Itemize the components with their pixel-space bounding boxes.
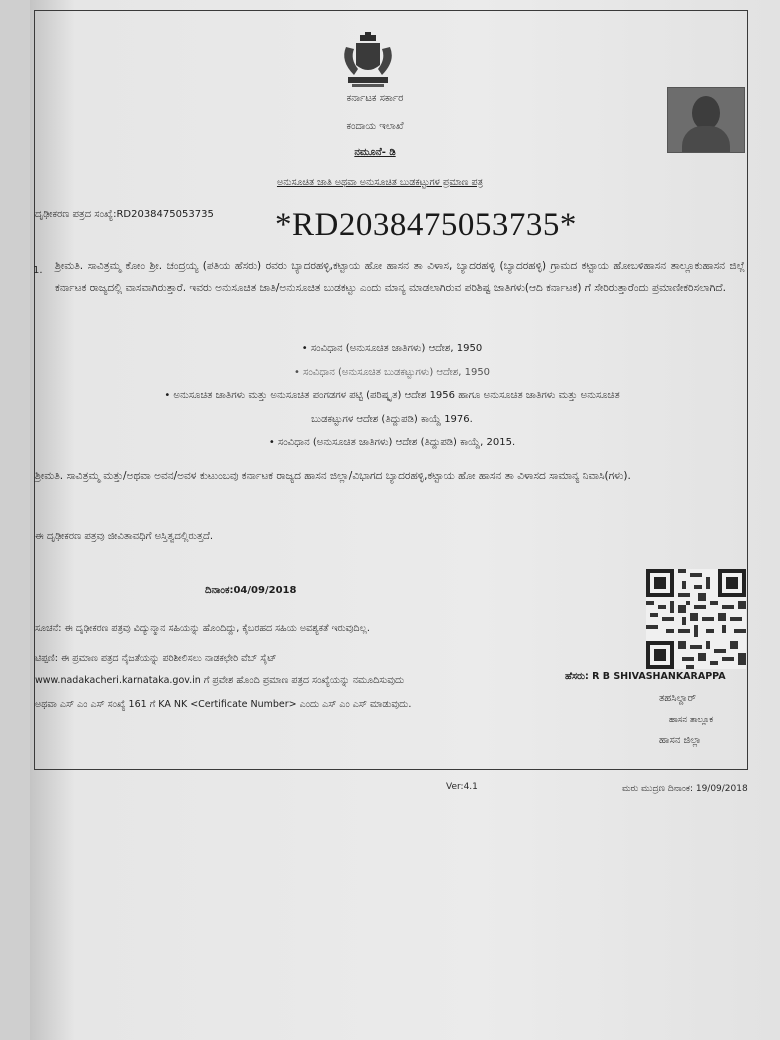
reprint-date: ಮರು ಮುದ್ರಣ ದಿನಾಂಕ: 19/09/2018 bbox=[622, 784, 748, 794]
applicant-photo bbox=[667, 87, 745, 153]
item-number: 1. bbox=[33, 265, 43, 276]
signatory-name: ಹೆಸರು: R B SHIVASHANKARAPPA bbox=[565, 671, 726, 682]
order-item: • ಸಂವಿಧಾನ (ಅನುಸೂಚಿತ ಜಾತಿಗಳು) ಆದೇಶ (ತಿದ್ದುಪಡಿ) ಕಾಯ್ದೆ, 2015. bbox=[268, 437, 516, 448]
verification-note-line2: www.nadakacheri.karnataka.gov.in ಗೆ ಪ್ರವೇಶ ಹೊಂದಿ ಪ್ರಮಾಣ ಪತ್ರದ ಸಂಖ್ಯೆಯನ್ನು ನಮೂದಿಸುವುದು bbox=[35, 675, 405, 686]
certificate-body: ಶ್ರೀಮತಿ. ಸಾವಿತ್ರಮ್ಮ ಕೋಂ ಶ್ರೀ. ಚಂದ್ರಯ್ಯ (ಪತಿಯ ಹೆಸರು) ರವರು ಬ್ಯಾದರಹಳ್ಳಿ,ಕಟ್ಟಾಯ ಹೋ ಹಾಸನ ತಾ ವಿಳಾಸ, ಬ್ಯಾದರಹಳ್ಳಿ (ಬ್ಯಾದರಹಳ್ಳಿ) ಗ್ರಾಮದ ಕಟ್ಟಾಯ ಹೋಬಳಿಹಾಸನ ತಾಲ್ಲೂಕುಹಾಸನ ಜಿಲ್ಲೆ ಕರ್ನಾಟಕ ರಾಜ್ಯದಲ್ಲಿ ವಾಸವಾಗಿರುತ್ತಾರೆ. ಇವರು ಅನುಸೂಚಿತ ಜಾತಿ/ಅನುಸೂಚಿತ ಬುಡಕಟ್ಟು ಎಂದು ಮಾನ್ಯ ಮಾಡಲಾಗಿರುವ ಪರಿಶಿಷ್ಟ ಜಾತಿಗಳು(ಆದಿ ಕರ್ನಾಟಕ) ಗೆ ಸೇರಿರುತ್ತಾರೆಂದು ಪ್ರಮಾಣೀಕರಿಸಲಾಗಿದೆ. bbox=[55, 260, 745, 294]
verification-note-line3: ಅಥವಾ ಎಸ್ ಎಂ ಎಸ್ ಸಂಖ್ಯೆ 161 ಗೆ KA NK <Certificate Number> ಎಂದು ಎಸ್ ಎಂ ಎಸ್ ಮಾಡುವುದು. bbox=[35, 699, 412, 710]
certificate-title: ಅನುಸೂಚಿತ ಜಾತಿ ಅಥವಾ ಅನುಸೂಚಿತ ಬುಡಕಟ್ಟುಗಳ ಪ್ರಮಾಣ ಪತ್ರ bbox=[276, 177, 484, 188]
validity-statement: ಈ ದೃಢೀಕರಣ ಪತ್ರವು ಜೀವಿತಾವಧಿಗೆ ಅಸ್ತಿತ್ವದಲ್ಲಿರುತ್ತದೆ. bbox=[35, 531, 214, 542]
government-title: ಕರ್ನಾಟಕ ಸರ್ಕಾರ bbox=[346, 93, 404, 104]
department-title: ಕಂದಾಯ ಇಲಾಖೆ bbox=[346, 121, 404, 132]
signatory-district: ಹಾಸನ ಜಿಲ್ಲಾ bbox=[659, 735, 702, 746]
signatory-taluk: ಹಾಸನ ತಾಲ್ಲೂಕ bbox=[669, 715, 714, 725]
order-item: • ಸಂವಿಧಾನ (ಅನುಸೂಚಿತ ಬುಡಕಟ್ಟುಗಳು) ಆದೇಶ, 1950 bbox=[293, 366, 491, 378]
verification-note-line1: ಟಿಪ್ಪಣಿ: ಈ ಪ್ರಮಾಣ ಪತ್ರದ ನೈಜತೆಯನ್ನು ಪರಿಶೀಲಿಸಲು ನಾಡಕಛೇರಿ ವೆಬ್ ಸೈಟ್ bbox=[35, 653, 277, 664]
electronic-signature-note: ಸೂಚನೆ: ಈ ದೃಢೀಕರಣ ಪತ್ರವು ವಿದ್ಯುನ್ಮಾನ ಸಹಿಯನ್ನು ಹೊಂದಿದ್ದು, ಕೈಬರಹದ ಸಹಿಯ ಅವಶ್ಯಕತೆ ಇರುವುದಿಲ್ಲ. bbox=[35, 623, 370, 634]
order-item: • ಸಂವಿಧಾನ (ಅನುಸೂಚಿತ ಜಾತಿಗಳು) ಆದೇಶ, 1950 bbox=[301, 343, 483, 354]
order-item: • ಅನುಸೂಚಿತ ಜಾತಿಗಳು ಮತ್ತು ಅನುಸೂಚಿತ ಪಂಗಡಗಳ ಪಟ್ಟಿ (ಪರಿಷ್ಕೃತ) ಆದೇಶ 1956 ಹಾಗೂ ಅನುಸೂಚಿತ ಜಾತಿಗಳು ಮತ್ತು ಅನುಸೂಚಿತ bbox=[164, 390, 620, 401]
version-label: Ver:4.1 bbox=[446, 782, 478, 792]
certificate-number-label: ದೃಢೀಕರಣ ಪತ್ರದ ಸಂಖ್ಯೆ:RD2038475053735 bbox=[35, 209, 214, 220]
residence-statement: ಶ್ರೀಮತಿ. ಸಾವಿತ್ರಮ್ಮ ಮತ್ತು/ಅಥವಾ ಅವನ/ಅವಳ ಕುಟುಂಬವು ಕರ್ನಾಟಕ ರಾಜ್ಯದ ಹಾಸನ ಜಿಲ್ಲಾ/ವಿಭಾಗದ ಬ್ಯಾದರಹಳ್ಳಿ,ಕಟ್ಟಾಯ ಹೋ ಹಾಸನ ತಾ ವಿಳಾಸದ ಸಾಮಾನ್ಯ ನಿವಾಸಿ(ಗಳು). bbox=[35, 470, 631, 482]
form-label: ನಮೂನೆ- ಡಿ bbox=[354, 147, 396, 158]
karnataka-emblem-icon bbox=[338, 31, 398, 91]
certificate-frame bbox=[34, 10, 748, 770]
signatory-designation: ತಹಸಿಲ್ದಾರ್ bbox=[659, 693, 696, 704]
certificate-number-large: *RD2038475053735* bbox=[275, 207, 577, 243]
certificate-sheet bbox=[30, 0, 780, 1040]
order-item: ಬುಡಕಟ್ಟುಗಳ ಆದೇಶ (ತಿದ್ದುಪಡಿ) ಕಾಯ್ದೆ 1976. bbox=[311, 413, 473, 425]
orders-list bbox=[35, 337, 749, 455]
issue-date: ದಿನಾಂಕ:04/09/2018 bbox=[205, 585, 297, 596]
qr-code bbox=[646, 569, 746, 669]
